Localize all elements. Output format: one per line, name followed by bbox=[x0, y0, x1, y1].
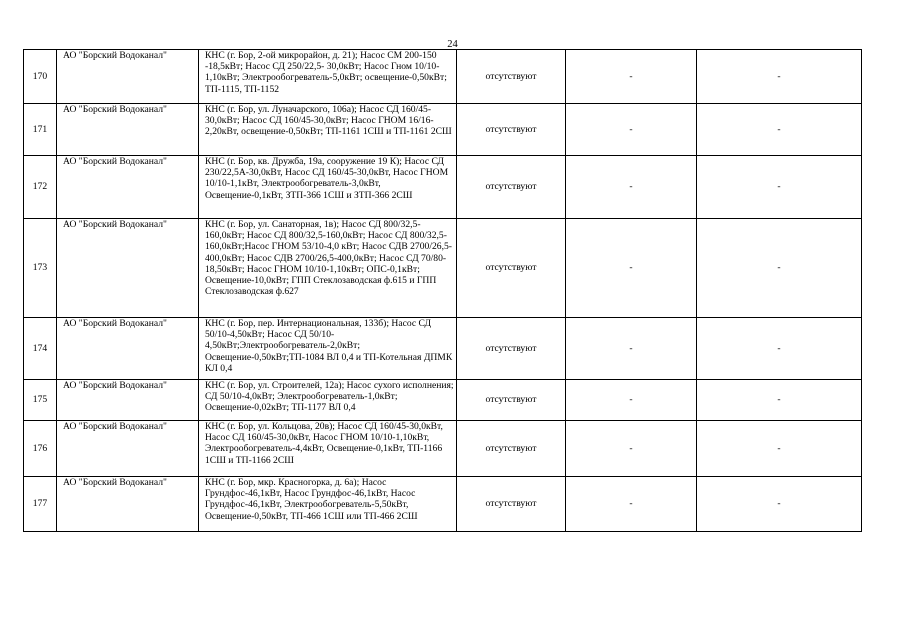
empty-value-cell: - bbox=[697, 318, 862, 380]
facility-description: КНС (г. Бор, мкр. Красногорка, д. 6а); Насос Грундфос-46,1кВт, Насос Грундфос-46,1кВт, Насос Грундфос-46,1кВт, Электрообогреватель-5,50кВт, Освещение-0,50кВт, ТП-466 1СШ или ТП-466 2СШ bbox=[199, 477, 457, 532]
status-cell: отсутствуют bbox=[457, 421, 566, 477]
table-row bbox=[24, 380, 862, 421]
organization-name: АО "Борский Водоканал" bbox=[57, 421, 199, 477]
status-cell: отсутствуют bbox=[457, 380, 566, 421]
row-number: 173 bbox=[24, 219, 57, 318]
row-number: 171 bbox=[24, 104, 57, 156]
table-row bbox=[24, 156, 862, 219]
empty-value-cell: - bbox=[697, 477, 862, 532]
page-number: 24 bbox=[447, 39, 458, 50]
row-number: 174 bbox=[24, 318, 57, 380]
organization-name: АО "Борский Водоканал" bbox=[57, 318, 199, 380]
empty-value-cell: - bbox=[697, 156, 862, 219]
empty-value-cell: - bbox=[566, 318, 697, 380]
row-number: 176 bbox=[24, 421, 57, 477]
table-row bbox=[24, 219, 862, 318]
table-row bbox=[24, 477, 862, 532]
organization-name: АО "Борский Водоканал" bbox=[57, 219, 199, 318]
row-number: 172 bbox=[24, 156, 57, 219]
empty-value-cell: - bbox=[697, 219, 862, 318]
empty-value-cell: - bbox=[697, 421, 862, 477]
empty-value-cell: - bbox=[697, 104, 862, 156]
organization-name: АО "Борский Водоканал" bbox=[57, 156, 199, 219]
row-number: 175 bbox=[24, 380, 57, 421]
table-row bbox=[24, 104, 862, 156]
status-cell: отсутствуют bbox=[457, 318, 566, 380]
empty-value-cell: - bbox=[566, 156, 697, 219]
organization-name: АО "Борский Водоканал" bbox=[57, 104, 199, 156]
status-cell: отсутствуют bbox=[457, 477, 566, 532]
empty-value-cell: - bbox=[566, 421, 697, 477]
status-cell: отсутствуют bbox=[457, 156, 566, 219]
facility-description: КНС (г. Бор, 2-ой микрорайон, д. 21); Насос СМ 200-150 -18,5кВт; Насос СД 250/22,5- 30,0кВт; Насос Гном 10/10-1,10кВт; Электрообогреватель-5,0кВт; освещение-0,50кВт; ТП-1115, ТП-1152 bbox=[199, 50, 457, 104]
empty-value-cell: - bbox=[697, 50, 862, 104]
facility-description: КНС (г. Бор, пер. Интернациональная, 133б); Насос СД 50/10-4,50кВт; Насос СД 50/10-4,50кВт;Электрообогреватель-2,0кВт; Освещение-0,50кВт;ТП-1084 ВЛ 0,4 и ТП-Котельная ДПМК КЛ 0,4 bbox=[199, 318, 457, 380]
status-cell: отсутствуют bbox=[457, 50, 566, 104]
facility-description: КНС (г. Бор, ул. Санаторная, 1в); Насос СД 800/32,5-160,0кВт; Насос СД 800/32,5-160,0кВт; Насос СД 800/32,5-160,0кВт;Насос ГНОМ 53/10-4,0 кВт; Насос СДВ 2700/26,5-400,0кВт; Насос СДВ 2700/26,5-400,0кВт; Насос СД 70/80-18,50кВт; Насос ГНОМ 10/10-1,10кВт; ОПС-0,1кВт; Освещение-10,0кВт; ГПП Стеклозаводская ф.615 и ГПП Стеклозаводская ф.627 bbox=[199, 219, 457, 318]
status-cell: отсутствуют bbox=[457, 219, 566, 318]
organization-name: АО "Борский Водоканал" bbox=[57, 477, 199, 532]
empty-value-cell: - bbox=[566, 219, 697, 318]
facility-description: КНС (г. Бор, ул. Луначарского, 106а); Насос СД 160/45-30,0кВт; Насос СД 160/45-30,0кВт; Насос ГНОМ 16/16-2,20кВт, освещение-0,50кВт; ТП-1161 1СШ и ТП-1161 2СШ bbox=[199, 104, 457, 156]
facility-description: КНС (г. Бор, ул. Строителей, 12а); Насос сухого исполнения; СД 50/10-4,0кВт; Электрообогреватель-1,0кВт; Освещение-0,02кВт; ТП-1177 ВЛ 0,4 bbox=[199, 380, 457, 421]
registry-table bbox=[23, 49, 862, 532]
empty-value-cell: - bbox=[566, 50, 697, 104]
table-row bbox=[24, 421, 862, 477]
empty-value-cell: - bbox=[566, 104, 697, 156]
table-row bbox=[24, 318, 862, 380]
facility-description: КНС (г. Бор, кв. Дружба, 19а, сооружение 19 К); Насос СД 230/22,5А-30,0кВт, Насос СД 160/45-30,0кВт, Насос ГНОМ 10/10-1,1кВт, Электрообогреватель-3,0кВт, Освещение-0,1кВт, ЗТП-366 1СШ и ЗТП-366 2СШ bbox=[199, 156, 457, 219]
row-number: 177 bbox=[24, 477, 57, 532]
empty-value-cell: - bbox=[566, 477, 697, 532]
facility-description: КНС (г. Бор, ул. Кольцова, 20в); Насос СД 160/45-30,0кВт, Насос СД 160/45-30,0кВт, Насос ГНОМ 10/10-1,10кВт, Электрообогреватель-4,4кВт, Освещение-0,1кВт, ТП-1166 1СШ и ТП-1166 2СШ bbox=[199, 421, 457, 477]
empty-value-cell: - bbox=[566, 380, 697, 421]
table-row bbox=[24, 50, 862, 104]
status-cell: отсутствуют bbox=[457, 104, 566, 156]
organization-name: АО "Борский Водоканал" bbox=[57, 380, 199, 421]
organization-name: АО "Борский Водоканал" bbox=[57, 50, 199, 104]
row-number: 170 bbox=[24, 50, 57, 104]
empty-value-cell: - bbox=[697, 380, 862, 421]
